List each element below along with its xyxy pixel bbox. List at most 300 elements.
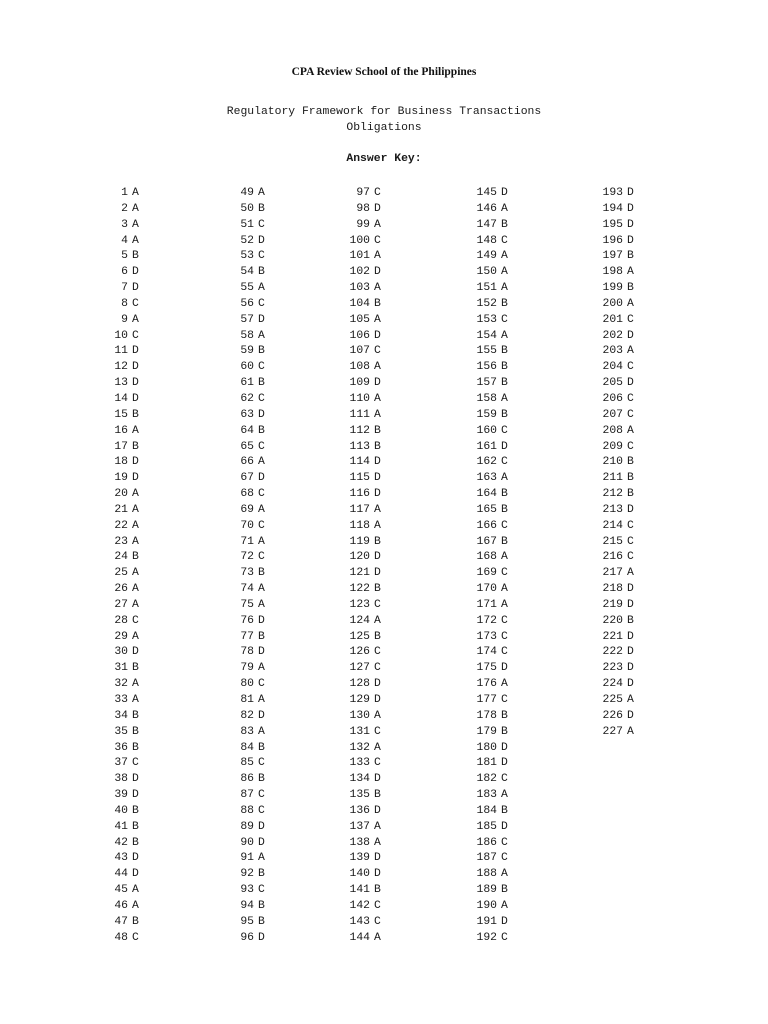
answer-letter: D	[258, 820, 265, 833]
question-number: 98	[356, 202, 370, 215]
question-number: 32	[114, 678, 128, 691]
answer-row	[334, 725, 386, 741]
answer-letter: C	[258, 440, 265, 453]
answer-letter: A	[132, 899, 139, 912]
answer-row	[218, 931, 270, 947]
answer-row	[461, 550, 513, 566]
answer-letter: D	[501, 820, 508, 833]
question-number: 174	[476, 646, 497, 659]
question-number: 77	[240, 630, 254, 643]
question-number: 23	[114, 535, 128, 548]
question-number: 132	[349, 741, 370, 754]
answer-row	[461, 931, 513, 947]
answer-column-4	[461, 186, 513, 947]
answer-row	[218, 234, 270, 250]
answer-letter: D	[374, 488, 381, 501]
answer-row	[218, 836, 270, 852]
answer-letter: B	[374, 630, 381, 643]
answer-row	[92, 899, 144, 915]
answer-letter: D	[132, 345, 139, 358]
answer-row	[218, 471, 270, 487]
answer-row	[92, 709, 144, 725]
answer-row	[461, 297, 513, 313]
question-number: 122	[349, 583, 370, 596]
answer-row	[218, 519, 270, 535]
answer-row	[334, 645, 386, 661]
answer-letter: C	[627, 313, 634, 326]
question-number: 225	[602, 694, 623, 706]
question-number: 167	[476, 535, 497, 548]
question-number: 165	[476, 503, 497, 516]
answer-row	[218, 535, 270, 551]
answer-letter: C	[258, 789, 265, 802]
answer-row	[461, 392, 513, 408]
answer-letter: A	[132, 424, 139, 437]
answer-letter: B	[374, 297, 381, 310]
answer-row	[587, 424, 639, 440]
question-number: 60	[240, 361, 254, 374]
answer-row	[92, 392, 144, 408]
answer-row	[587, 709, 639, 725]
answer-letter: D	[374, 202, 381, 215]
answer-letter: A	[132, 503, 139, 516]
question-number: 209	[602, 440, 623, 453]
answer-row	[92, 313, 144, 329]
question-number: 196	[602, 234, 623, 247]
answer-row	[587, 202, 639, 218]
answer-row	[461, 899, 513, 915]
answer-letter: C	[501, 567, 508, 580]
answer-letter: B	[258, 868, 265, 881]
answer-row	[218, 249, 270, 265]
answer-row	[461, 281, 513, 297]
answer-letter: C	[627, 408, 634, 421]
question-number: 86	[240, 773, 254, 786]
answer-row	[92, 756, 144, 772]
question-number: 109	[349, 377, 370, 390]
answer-column-3	[334, 186, 386, 947]
answer-letter: A	[258, 456, 265, 469]
question-number: 206	[602, 392, 623, 405]
answer-row	[334, 281, 386, 297]
question-number: 123	[349, 598, 370, 611]
question-number: 117	[349, 503, 370, 516]
answer-letter: A	[374, 313, 381, 326]
answer-row	[461, 804, 513, 820]
question-number: 81	[240, 694, 254, 706]
question-number: 100	[349, 234, 370, 247]
answer-row	[587, 693, 639, 709]
answer-letter: D	[258, 408, 265, 421]
question-number: 142	[349, 899, 370, 912]
question-number: 9	[121, 313, 128, 326]
question-number: 13	[114, 377, 128, 390]
answer-letter: D	[258, 836, 265, 849]
question-number: 105	[349, 313, 370, 326]
question-number: 214	[602, 519, 623, 532]
question-number: 217	[602, 567, 623, 580]
answer-row	[334, 836, 386, 852]
answer-letter: B	[132, 440, 139, 453]
answer-letter: A	[374, 519, 381, 532]
question-number: 180	[476, 741, 497, 754]
answer-letter: A	[132, 678, 139, 691]
question-number: 44	[114, 868, 128, 881]
answer-letter: D	[132, 773, 139, 786]
answer-row	[587, 265, 639, 281]
answer-letter: A	[627, 567, 634, 580]
answer-letter: C	[374, 187, 381, 199]
answer-row	[92, 424, 144, 440]
answer-letter: A	[374, 931, 381, 944]
answer-letter: B	[501, 345, 508, 358]
answer-row	[92, 202, 144, 218]
question-number: 164	[476, 488, 497, 501]
question-number: 161	[476, 440, 497, 453]
answer-row	[218, 297, 270, 313]
answer-row	[334, 566, 386, 582]
question-number: 171	[476, 598, 497, 611]
answer-row	[334, 598, 386, 614]
answer-row	[587, 297, 639, 313]
answer-row	[92, 614, 144, 630]
question-number: 107	[349, 345, 370, 358]
answer-letter: B	[258, 773, 265, 786]
question-number: 2	[121, 202, 128, 215]
question-number: 193	[602, 187, 623, 199]
answer-letter: A	[501, 202, 508, 215]
question-number: 76	[240, 614, 254, 627]
answer-letter: A	[374, 741, 381, 754]
question-number: 121	[349, 567, 370, 580]
question-number: 66	[240, 456, 254, 469]
answer-letter: C	[627, 535, 634, 548]
answer-letter: D	[374, 567, 381, 580]
question-number: 8	[121, 297, 128, 310]
question-number: 93	[240, 884, 254, 897]
question-number: 147	[476, 218, 497, 231]
answer-row	[218, 645, 270, 661]
answer-letter: A	[374, 614, 381, 627]
answer-letter: A	[258, 535, 265, 548]
answer-row	[334, 867, 386, 883]
question-number: 213	[602, 503, 623, 516]
question-number: 205	[602, 377, 623, 390]
answer-row	[334, 202, 386, 218]
answer-row	[587, 218, 639, 234]
question-number: 175	[476, 662, 497, 675]
answer-row	[218, 693, 270, 709]
answer-letter: C	[627, 440, 634, 453]
answer-letter: A	[501, 899, 508, 912]
answer-row	[334, 614, 386, 630]
answer-row	[92, 598, 144, 614]
answer-letter: A	[627, 345, 634, 358]
question-number: 160	[476, 424, 497, 437]
answer-letter: C	[258, 392, 265, 405]
question-number: 210	[602, 456, 623, 469]
question-number: 21	[114, 503, 128, 516]
answer-row	[218, 582, 270, 598]
answer-letter: A	[501, 250, 508, 263]
answer-letter: C	[374, 345, 381, 358]
answer-letter: B	[501, 725, 508, 738]
answer-row	[334, 487, 386, 503]
question-number: 90	[240, 836, 254, 849]
question-number: 111	[349, 408, 370, 421]
answer-row	[218, 329, 270, 345]
answer-letter: A	[501, 789, 508, 802]
question-number: 158	[476, 392, 497, 405]
question-number: 75	[240, 598, 254, 611]
answer-row	[461, 851, 513, 867]
answer-row	[218, 661, 270, 677]
answer-row	[461, 614, 513, 630]
question-number: 91	[240, 852, 254, 865]
question-number: 212	[602, 488, 623, 501]
question-number: 17	[114, 440, 128, 453]
answer-row	[218, 566, 270, 582]
question-number: 37	[114, 757, 128, 770]
answer-letter: A	[258, 583, 265, 596]
answer-row	[92, 265, 144, 281]
question-number: 58	[240, 329, 254, 342]
answer-letter: D	[374, 804, 381, 817]
answer-letter: A	[258, 662, 265, 675]
answer-row	[218, 820, 270, 836]
answer-letter: D	[627, 187, 634, 199]
answer-row	[218, 709, 270, 725]
answer-letter: D	[374, 694, 381, 706]
question-number: 154	[476, 329, 497, 342]
answer-row	[218, 186, 270, 202]
answer-letter: D	[258, 709, 265, 722]
answer-row	[587, 471, 639, 487]
answer-letter: A	[132, 187, 139, 199]
answer-row	[334, 851, 386, 867]
answer-row	[334, 899, 386, 915]
question-number: 172	[476, 614, 497, 627]
question-number: 215	[602, 535, 623, 548]
answer-letter: C	[501, 234, 508, 247]
answer-row	[334, 535, 386, 551]
answer-row	[218, 487, 270, 503]
answer-row	[461, 756, 513, 772]
answer-letter: D	[627, 662, 634, 675]
answer-letter: B	[501, 503, 508, 516]
answer-letter: C	[501, 456, 508, 469]
answer-letter: D	[501, 440, 508, 453]
answer-letter: D	[501, 187, 508, 199]
answer-row	[587, 281, 639, 297]
question-number: 219	[602, 598, 623, 611]
answer-row	[461, 915, 513, 931]
answer-letter: B	[501, 408, 508, 421]
question-number: 185	[476, 820, 497, 833]
answer-letter: A	[374, 709, 381, 722]
question-number: 201	[602, 313, 623, 326]
answer-row	[92, 535, 144, 551]
question-number: 52	[240, 234, 254, 247]
answer-row	[92, 249, 144, 265]
answer-row	[461, 471, 513, 487]
question-number: 14	[114, 392, 128, 405]
question-number: 11	[114, 345, 128, 358]
answer-row	[92, 788, 144, 804]
question-number: 144	[349, 931, 370, 944]
answer-row	[218, 408, 270, 424]
answer-row	[92, 772, 144, 788]
question-number: 116	[349, 488, 370, 501]
answer-row	[461, 725, 513, 741]
question-number: 153	[476, 313, 497, 326]
question-number: 192	[476, 931, 497, 944]
answer-row	[334, 915, 386, 931]
answer-row	[334, 709, 386, 725]
question-number: 104	[349, 297, 370, 310]
answer-row	[218, 598, 270, 614]
answer-letter: D	[132, 377, 139, 390]
answer-letter: A	[627, 424, 634, 437]
answer-row	[461, 265, 513, 281]
answer-row	[461, 360, 513, 376]
answer-letter: A	[374, 820, 381, 833]
answer-letter: B	[501, 361, 508, 374]
answer-letter: A	[132, 884, 139, 897]
question-number: 125	[349, 630, 370, 643]
answer-row	[92, 630, 144, 646]
question-number: 137	[349, 820, 370, 833]
topic-title: Obligations	[346, 122, 422, 134]
answer-letter: B	[501, 218, 508, 231]
answer-row	[461, 249, 513, 265]
question-number: 204	[602, 361, 623, 374]
question-number: 92	[240, 868, 254, 881]
answer-row	[92, 804, 144, 820]
answer-row	[461, 661, 513, 677]
answer-letter: B	[258, 567, 265, 580]
question-number: 207	[602, 408, 623, 421]
answer-row	[334, 630, 386, 646]
question-number: 163	[476, 472, 497, 485]
question-number: 71	[240, 535, 254, 548]
answer-letter: A	[132, 567, 139, 580]
answer-row	[92, 503, 144, 519]
question-number: 64	[240, 424, 254, 437]
answer-row	[92, 725, 144, 741]
answer-row	[587, 392, 639, 408]
answer-row	[587, 313, 639, 329]
question-number: 16	[114, 424, 128, 437]
question-number: 7	[121, 282, 128, 295]
answer-row	[587, 503, 639, 519]
answer-letter: B	[627, 250, 634, 263]
question-number: 28	[114, 614, 128, 627]
answer-row	[92, 677, 144, 693]
question-number: 200	[602, 297, 623, 310]
answer-row	[334, 883, 386, 899]
question-number: 95	[240, 915, 254, 928]
question-number: 31	[114, 662, 128, 675]
answer-row	[587, 677, 639, 693]
answer-letter: C	[132, 329, 139, 342]
question-number: 99	[356, 218, 370, 231]
question-number: 96	[240, 931, 254, 944]
question-number: 79	[240, 662, 254, 675]
answer-row	[92, 487, 144, 503]
answer-row	[218, 218, 270, 234]
answer-letter: B	[132, 725, 139, 738]
answer-row	[587, 455, 639, 471]
answer-row	[587, 582, 639, 598]
question-number: 89	[240, 820, 254, 833]
answer-row	[92, 408, 144, 424]
answer-letter: A	[501, 551, 508, 564]
question-number: 152	[476, 297, 497, 310]
question-number: 62	[240, 392, 254, 405]
answer-row	[92, 376, 144, 392]
answer-row	[334, 234, 386, 250]
answer-letter: B	[501, 535, 508, 548]
question-number: 126	[349, 646, 370, 659]
answer-row	[461, 344, 513, 360]
answer-letter: D	[258, 234, 265, 247]
question-number: 199	[602, 282, 623, 295]
answer-letter: C	[258, 361, 265, 374]
answer-row	[92, 519, 144, 535]
answer-letter: D	[627, 329, 634, 342]
answer-letter: B	[627, 282, 634, 295]
question-number: 80	[240, 678, 254, 691]
answer-row	[218, 630, 270, 646]
question-number: 187	[476, 852, 497, 865]
answer-letter: B	[258, 424, 265, 437]
answer-letter: A	[132, 630, 139, 643]
answer-letter: C	[258, 678, 265, 691]
answer-row	[334, 186, 386, 202]
answer-letter: D	[374, 329, 381, 342]
answer-row	[334, 329, 386, 345]
question-number: 83	[240, 725, 254, 738]
answer-row	[334, 519, 386, 535]
question-number: 216	[602, 551, 623, 564]
answer-row	[92, 440, 144, 456]
answer-row	[334, 265, 386, 281]
answer-letter: C	[258, 551, 265, 564]
answer-row	[461, 741, 513, 757]
answer-letter: C	[501, 313, 508, 326]
question-number: 190	[476, 899, 497, 912]
question-number: 146	[476, 202, 497, 215]
answer-row	[587, 661, 639, 677]
answer-letter: D	[258, 931, 265, 944]
answer-row	[334, 344, 386, 360]
answer-row	[461, 455, 513, 471]
question-number: 6	[121, 266, 128, 279]
question-number: 222	[602, 646, 623, 659]
answer-row	[461, 503, 513, 519]
answer-row	[334, 471, 386, 487]
answer-row	[587, 329, 639, 345]
answer-row	[92, 836, 144, 852]
question-number: 173	[476, 630, 497, 643]
question-number: 127	[349, 662, 370, 675]
answer-letter: C	[258, 250, 265, 263]
answer-letter: C	[258, 218, 265, 231]
question-number: 43	[114, 852, 128, 865]
answer-row	[334, 392, 386, 408]
answer-letter: A	[132, 488, 139, 501]
